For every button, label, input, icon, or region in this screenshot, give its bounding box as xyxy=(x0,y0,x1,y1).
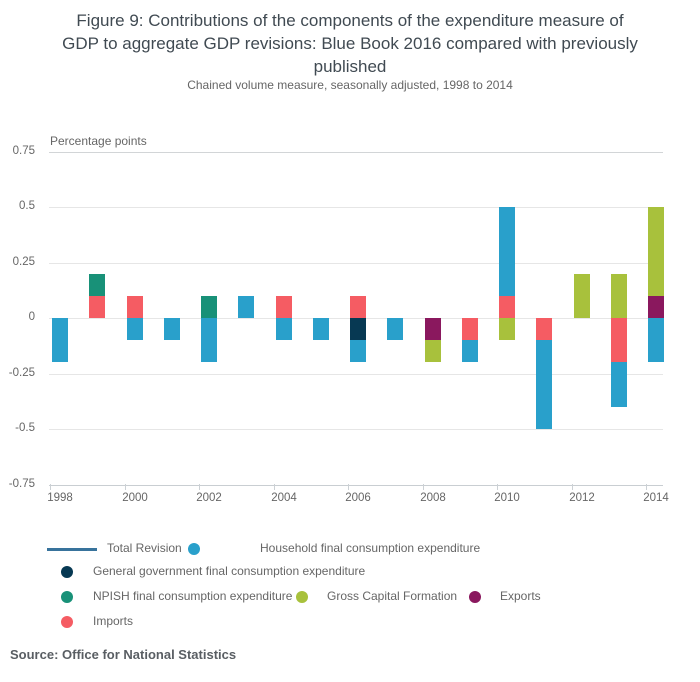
legend-line-swatch-icon xyxy=(47,548,97,551)
figure-title-line-1: Figure 9: Contributions of the components of the expenditure measure of xyxy=(76,11,624,30)
x-axis-tick-label: 2002 xyxy=(196,492,222,504)
legend-dot-icon xyxy=(61,591,73,603)
figure-title-line-3: published xyxy=(313,57,387,76)
x-axis-tick xyxy=(348,484,349,490)
y-axis-tick-label: -0.5 xyxy=(15,422,35,434)
legend-dot-icon xyxy=(296,591,308,603)
bar-segment-household-2006[interactable] xyxy=(350,340,366,362)
bar-segment-household-2001[interactable] xyxy=(164,318,180,340)
y-axis-tick-label: 0 xyxy=(28,311,35,323)
legend-item-label: Household final consumption expenditure xyxy=(260,541,481,555)
gridline-0.75 xyxy=(49,152,663,153)
source-note: Source: Office for National Statistics xyxy=(10,647,237,662)
x-axis-tick xyxy=(423,484,424,490)
legend-dot-icon xyxy=(188,543,200,555)
gridline-0.5 xyxy=(49,207,663,208)
bar-segment-gcf-2013[interactable] xyxy=(611,274,627,318)
x-axis-tick xyxy=(572,484,573,490)
bar-segment-household-2014[interactable] xyxy=(648,318,664,362)
x-axis-tick-label: 2012 xyxy=(569,492,595,504)
legend-item-label: General government final consumption expenditure xyxy=(93,564,366,578)
legend-item-label: Gross Capital Formation xyxy=(327,589,458,603)
x-axis-tick-label: 2004 xyxy=(271,492,297,504)
legend-item-label: Exports xyxy=(500,589,541,603)
legend-item-label: Imports xyxy=(93,614,134,628)
bar-segment-imports-2000[interactable] xyxy=(127,296,143,318)
bar-segment-household-2007[interactable] xyxy=(387,318,403,340)
bar-segment-imports-2013[interactable] xyxy=(611,318,627,362)
bar-segment-imports-2010[interactable] xyxy=(499,296,515,318)
bar-segment-gcf-2014[interactable] xyxy=(648,207,664,296)
y-axis-unit-label: Percentage points xyxy=(50,134,147,148)
figure-subtitle: Chained volume measure, seasonally adjusted, 1998 to 2014 xyxy=(187,78,513,92)
bar-segment-imports-1999[interactable] xyxy=(89,296,105,318)
bar-segment-government-2006[interactable] xyxy=(350,318,366,340)
x-axis-tick-label: 2006 xyxy=(345,492,371,504)
bar-segment-household-2011[interactable] xyxy=(536,340,552,429)
x-axis-tick xyxy=(125,484,126,490)
gridline-0.25 xyxy=(49,263,663,264)
figure-title-line-2: GDP to aggregate GDP revisions: Blue Book 2016 compared with previously xyxy=(62,34,638,53)
bar-segment-household-2009[interactable] xyxy=(462,340,478,362)
bar-segment-exports-2008[interactable] xyxy=(425,318,441,340)
bar-segment-imports-2011[interactable] xyxy=(536,318,552,340)
x-axis-tick xyxy=(199,484,200,490)
y-axis-tick-label: 0.25 xyxy=(12,256,35,268)
gridline--0.75 xyxy=(49,485,663,486)
x-axis-tick-label: 2008 xyxy=(420,492,446,504)
legend-dot-icon xyxy=(61,616,73,628)
x-axis-tick xyxy=(497,484,498,490)
bar-segment-household-1998[interactable] xyxy=(52,318,68,362)
bar-segment-household-2000[interactable] xyxy=(127,318,143,340)
x-axis-tick xyxy=(646,484,647,490)
bar-segment-imports-2004[interactable] xyxy=(276,296,292,318)
legend-item-label: NPISH final consumption expenditure xyxy=(93,589,293,603)
bar-segment-imports-2006[interactable] xyxy=(350,296,366,318)
bar-segment-household-2010[interactable] xyxy=(499,207,515,296)
y-axis-tick-label: -0.75 xyxy=(8,478,35,490)
x-axis-tick-label: 2014 xyxy=(643,492,669,504)
bar-segment-gcf-2010[interactable] xyxy=(499,318,515,340)
gridline--0.25 xyxy=(49,374,663,375)
x-axis-tick xyxy=(50,484,51,490)
bar-segment-gcf-2012[interactable] xyxy=(574,274,590,318)
y-axis-tick-label: 0.5 xyxy=(19,200,35,212)
legend-dot-icon xyxy=(469,591,481,603)
x-axis-tick-label: 1998 xyxy=(47,492,73,504)
legend-dot-icon xyxy=(61,566,73,578)
gridline--0.5 xyxy=(49,429,663,430)
bar-segment-household-2013[interactable] xyxy=(611,362,627,407)
bar-segment-household-2003[interactable] xyxy=(238,296,254,318)
y-axis-tick-label: -0.25 xyxy=(8,367,35,379)
bar-segment-gcf-2008[interactable] xyxy=(425,340,441,362)
x-axis-tick-label: 2000 xyxy=(122,492,148,504)
x-axis-tick xyxy=(274,484,275,490)
bar-segment-exports-2014[interactable] xyxy=(648,296,664,318)
bar-segment-npish-2002[interactable] xyxy=(201,296,217,318)
y-axis-tick-label: 0.75 xyxy=(12,145,35,157)
bar-segment-npish-1999[interactable] xyxy=(89,274,105,296)
legend-item-label: Total Revision xyxy=(107,541,182,555)
x-axis-tick-label: 2010 xyxy=(494,492,520,504)
bar-segment-household-2004[interactable] xyxy=(276,318,292,340)
bar-segment-household-2002[interactable] xyxy=(201,318,217,362)
bar-segment-imports-2009[interactable] xyxy=(462,318,478,340)
bar-segment-household-2005[interactable] xyxy=(313,318,329,340)
